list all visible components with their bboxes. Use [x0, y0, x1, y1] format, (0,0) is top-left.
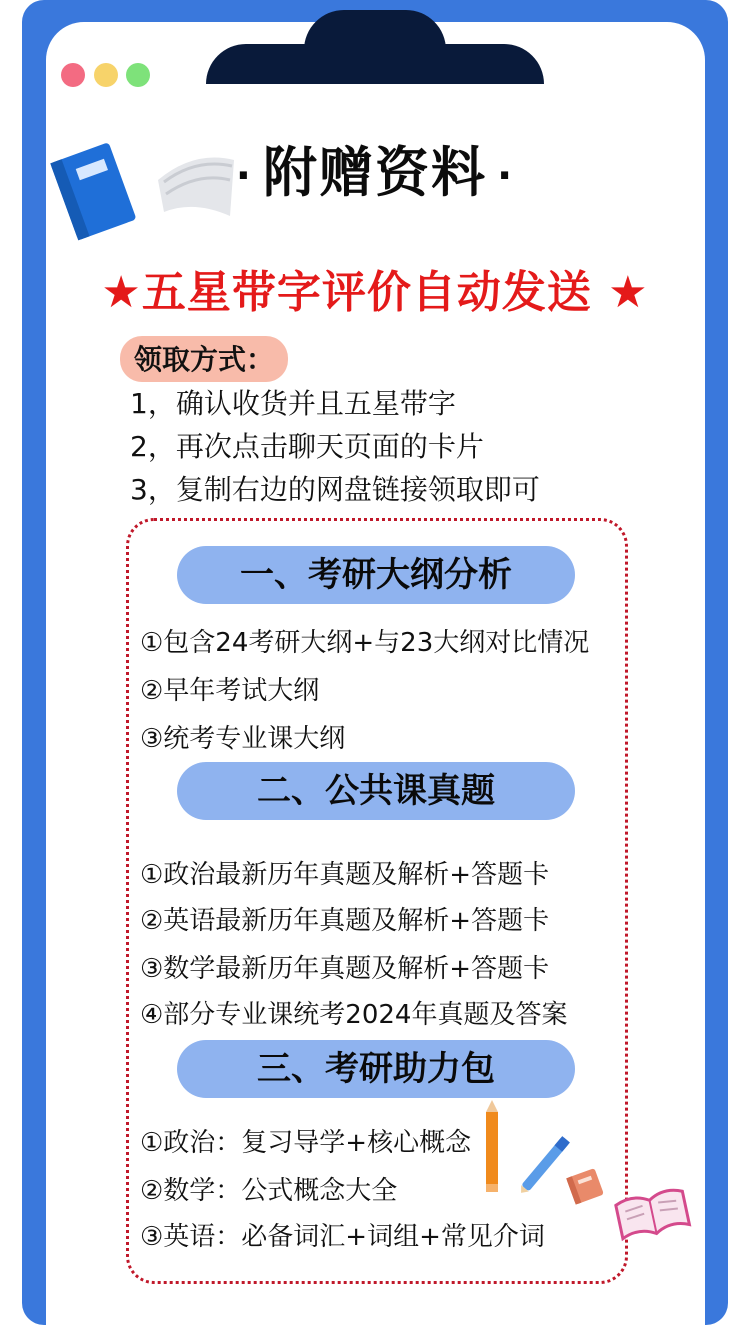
pencil-icon [482, 1100, 502, 1192]
page-title [0, 130, 750, 207]
section-item: ④部分专业课统考2024年真题及答案 [140, 1000, 568, 1030]
section-item: ①政治最新历年真题及解析+答题卡 [140, 860, 550, 890]
section-item: ③统考专业课大纲 [140, 724, 346, 754]
window-dot-green-icon [126, 63, 150, 87]
section-heading: 一、考研大纲分析 [177, 546, 575, 604]
title-bullet-right: · [497, 153, 515, 200]
title-text: 附赠资料 [263, 141, 487, 204]
section-item: ②英语最新历年真题及解析+答题卡 [140, 906, 550, 936]
section-item: ③数学最新历年真题及解析+答题卡 [140, 954, 550, 984]
section-item: ②数学：公式概念大全 [140, 1176, 398, 1206]
section-item: ①政治：复习导学+核心概念 [140, 1128, 472, 1158]
window-dot-red-icon [61, 63, 85, 87]
section-item: ①包含24考研大纲+与23大纲对比情况 [140, 628, 590, 658]
method-label: 领取方式： [120, 336, 288, 382]
window-tab [206, 44, 544, 84]
subtitle-five-star: ★五星带字评价自动发送 ★ [101, 267, 649, 318]
section-item: ③英语：必备词汇+词组+常见介词 [140, 1222, 545, 1252]
section-heading: 三、考研助力包 [177, 1040, 575, 1098]
notebook-icon [564, 1166, 608, 1206]
open-book-icon [612, 1180, 692, 1244]
section-item: ②早年考试大纲 [140, 676, 320, 706]
section-heading: 二、公共课真题 [177, 762, 575, 820]
method-step: 3，复制右边的网盘链接领取即可 [130, 473, 540, 506]
title-bullet-left: · [235, 153, 253, 200]
method-step: 1，确认收货并且五星带字 [130, 387, 456, 420]
method-step: 2，再次点击聊天页面的卡片 [130, 430, 484, 463]
window-dot-yellow-icon [94, 63, 118, 87]
